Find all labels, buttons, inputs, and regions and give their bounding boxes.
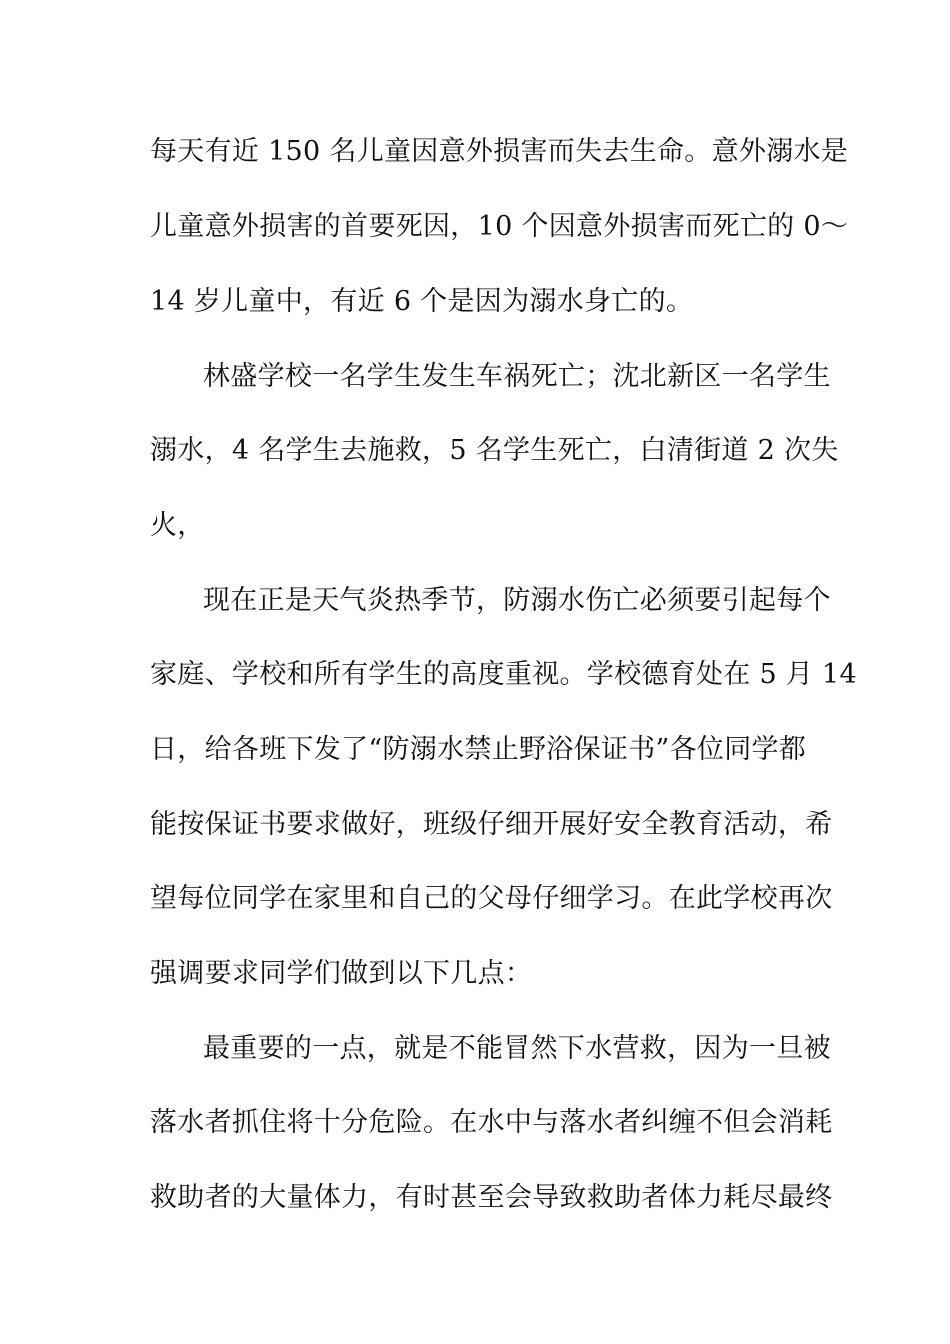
text-line: 每天有近 150 名儿童因意外损害而失去生命。意外溺水是 <box>150 136 849 167</box>
text-line: 14 岁儿童中，有近 6 个是因为溺水身亡的。 <box>150 286 694 317</box>
text-line: 落水者抓住将十分危险。在水中与落水者纠缠不但会消耗 <box>150 1107 833 1138</box>
text-line: 火， <box>150 510 205 541</box>
text-line: 日，给各班下发了“防溺水禁止野浴保证书”各位同学都 <box>150 734 807 765</box>
text-line: 现在正是天气炎热季节，防溺水伤亡必须要引起每个 <box>203 585 831 616</box>
text-line: 溺水，4 名学生去施救，5 名学生死亡，白清街道 2 次失 <box>150 435 839 466</box>
text-line: 儿童意外损害的首要死因，10 个因意外损害而死亡的 0～ <box>150 211 849 242</box>
text-line: 家庭、学校和所有学生的高度重视。学校德育处在 5 月 14 <box>150 659 857 690</box>
text-line: 强调要求同学们做到以下几点： <box>150 958 533 989</box>
text-line: 救助者的大量体力，有时甚至会导致救助者体力耗尽最终 <box>150 1182 833 1213</box>
text-line: 能按保证书要求做好，班级仔细开展好安全教育活动，希 <box>150 809 833 840</box>
text-line: 林盛学校一名学生发生车祸死亡；沈北新区一名学生 <box>203 361 831 392</box>
text-line: 望每位同学在家里和自己的父母仔细学习。在此学校再次 <box>150 883 833 914</box>
text-line: 最重要的一点，就是不能冒然下水营救，因为一旦被 <box>203 1033 831 1064</box>
